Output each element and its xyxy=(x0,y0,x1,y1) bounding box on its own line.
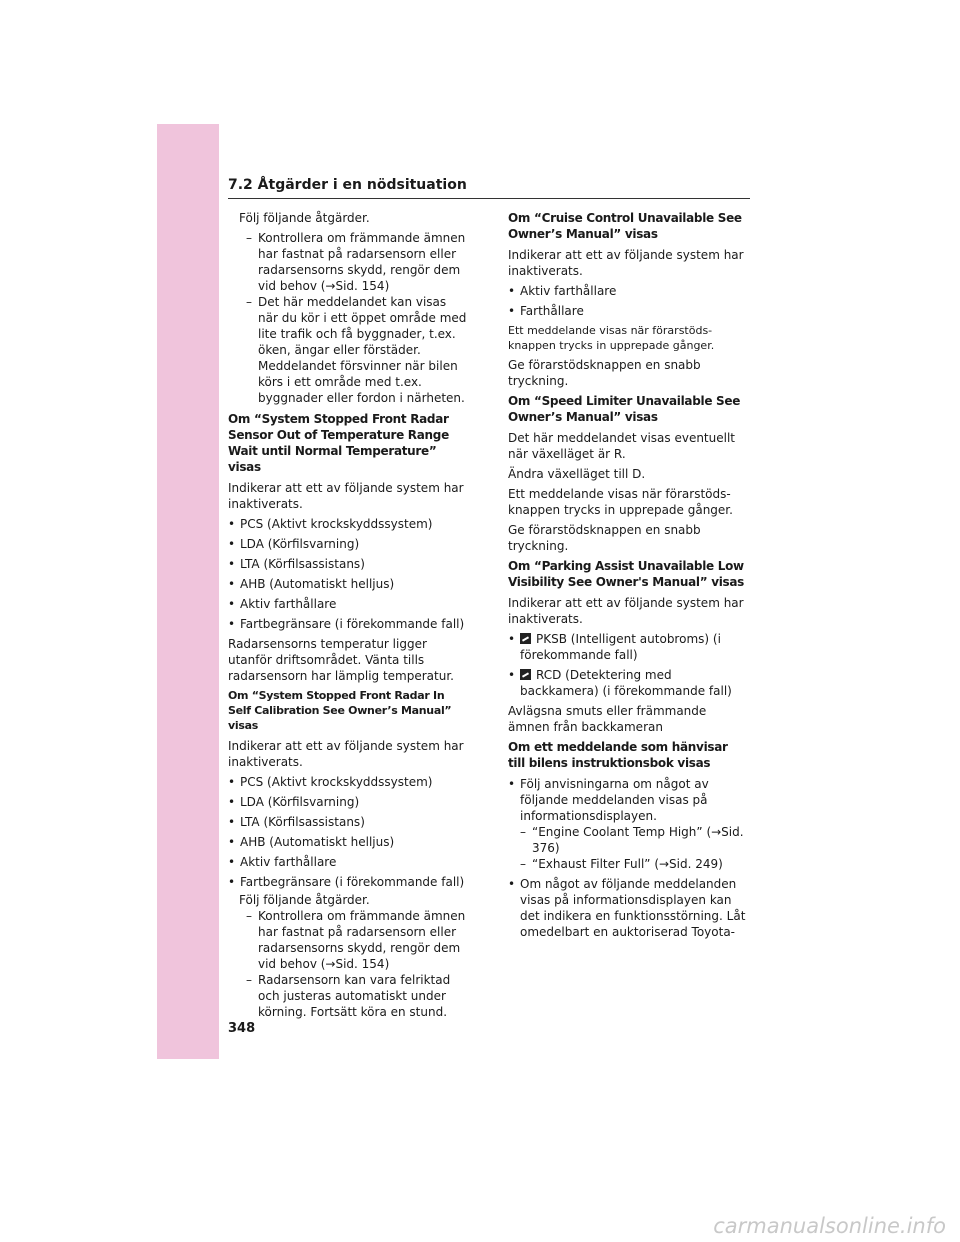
pksb-icon xyxy=(520,633,531,644)
paragraph: Indikerar att ett av följande system har inaktiverats. xyxy=(228,481,464,511)
list-item: • RCD (Detektering med backkamera) (i förekommande fall) xyxy=(508,668,732,698)
list-item: • LDA (Körfilsvarning) xyxy=(228,795,360,809)
list-item: • PCS (Aktivt krockskyddssystem) xyxy=(228,517,433,531)
dash-item: – “Engine Coolant Temp High” (→Sid. 376) xyxy=(520,825,744,855)
rcd-icon xyxy=(520,669,531,680)
list-item: • Fartbegränsare (i förekommande fall) xyxy=(228,875,465,889)
list-item: • Aktiv farthållare xyxy=(508,284,617,298)
heading: Om “Speed Limiter Unavailable See Owner’s Manual” visas xyxy=(508,394,741,424)
paragraph: Indikerar att ett av följande system har inaktiverats. xyxy=(228,739,464,769)
dash-item: – Kontrollera om främmande ämnen har fastnat på radarsensorn eller radarsensorns skydd, rengör dem vid behov (→Sid. 154) xyxy=(246,909,466,971)
list-item: • Farthållare xyxy=(508,304,584,318)
list-item: • LTA (Körfilsassistans) xyxy=(228,815,365,829)
paragraph: Följ följande åtgärder. xyxy=(239,893,370,907)
page-number: 348 xyxy=(228,1021,256,1036)
list-item: • Aktiv farthållare xyxy=(228,597,337,611)
dash-item: – Radarsensorn kan vara felriktad och justeras automatiskt under körning. Fortsätt köra en stund. xyxy=(246,973,451,1019)
list-item: • Fartbegränsare (i förekommande fall) xyxy=(228,617,465,631)
paragraph: Indikerar att ett av följande system har inaktiverats. xyxy=(508,596,744,626)
paragraph: Ändra växelläget till D. xyxy=(508,467,646,481)
left-column xyxy=(228,210,468,1020)
list-item: • Om något av följande meddelanden visas på informationsdisplayen kan det indikera en funktionsstörning. Låt omedelbart en auktoriserad Toyota- xyxy=(508,877,746,939)
paragraph: Avlägsna smuts eller främmande ämnen från backkameran xyxy=(508,704,707,734)
paragraph: Det här meddelandet visas eventuellt när växelläget är R. xyxy=(508,431,735,461)
paragraph: Följ följande åtgärder. xyxy=(239,211,370,225)
heading: Om “Cruise Control Unavailable See Owner’s Manual” visas xyxy=(508,211,742,241)
dash-item: – “Exhaust Filter Full” (→Sid. 249) xyxy=(520,857,723,871)
paragraph: Ge förarstödsknappen en snabb tryckning. xyxy=(508,358,701,388)
paragraph: Ett meddelande visas när förarstöds-knappen trycks in upprepade gånger. xyxy=(508,324,715,352)
list-item: • Följ anvisningarna om något av följande meddelanden visas på informationsdisplayen. xyxy=(508,777,709,823)
list-item: • LDA (Körfilsvarning) xyxy=(228,537,360,551)
watermark: carmanualsonline.info xyxy=(713,1214,946,1238)
title-divider xyxy=(228,198,750,199)
dash-item: – Kontrollera om främmande ämnen har fastnat på radarsensorn eller radarsensorns skydd, rengör dem vid behov (→Sid. 154) xyxy=(246,231,466,293)
list-item: • PKSB (Intelligent autobroms) (i förekommande fall) xyxy=(508,632,721,662)
right-column xyxy=(508,210,748,944)
heading: Om ett meddelande som hänvisar till bilens instruktionsbok visas xyxy=(508,740,728,770)
paragraph: Radarsensorns temperatur ligger utanför driftsområdet. Vänta tills radarsensorn har lämplig temperatur. xyxy=(228,637,454,683)
chapter-sidebar xyxy=(157,124,219,1059)
paragraph: Ge förarstödsknappen en snabb tryckning. xyxy=(508,523,701,553)
dash-item: – Det här meddelandet kan visas när du kör i ett öppet område med lite trafik och få byggnader, t.ex. öken, ängar eller förstäder. Meddelandet försvinner när bilen körs i ett område med t.ex. byggnader eller fordon i närheten. xyxy=(246,295,467,405)
section-title: 7.2 Åtgärder i en nödsituation xyxy=(228,177,467,193)
list-item: • AHB (Automatiskt helljus) xyxy=(228,835,395,849)
list-item: • AHB (Automatiskt helljus) xyxy=(228,577,395,591)
heading: Om “System Stopped Front Radar In Self Calibration See Owner’s Manual” visas xyxy=(228,689,452,732)
heading: Om “Parking Assist Unavailable Low Visibility See Owner's Manual” visas xyxy=(508,559,745,589)
list-item: • Aktiv farthållare xyxy=(228,855,337,869)
heading: Om “System Stopped Front Radar Sensor Out of Temperature Range Wait until Normal Temperature” visas xyxy=(228,412,449,474)
paragraph: Indikerar att ett av följande system har inaktiverats. xyxy=(508,248,744,278)
list-item: • LTA (Körfilsassistans) xyxy=(228,557,365,571)
paragraph: Ett meddelande visas när förarstöds-knappen trycks in upprepade gånger. xyxy=(508,487,733,517)
list-item: • PCS (Aktivt krockskyddssystem) xyxy=(228,775,433,789)
